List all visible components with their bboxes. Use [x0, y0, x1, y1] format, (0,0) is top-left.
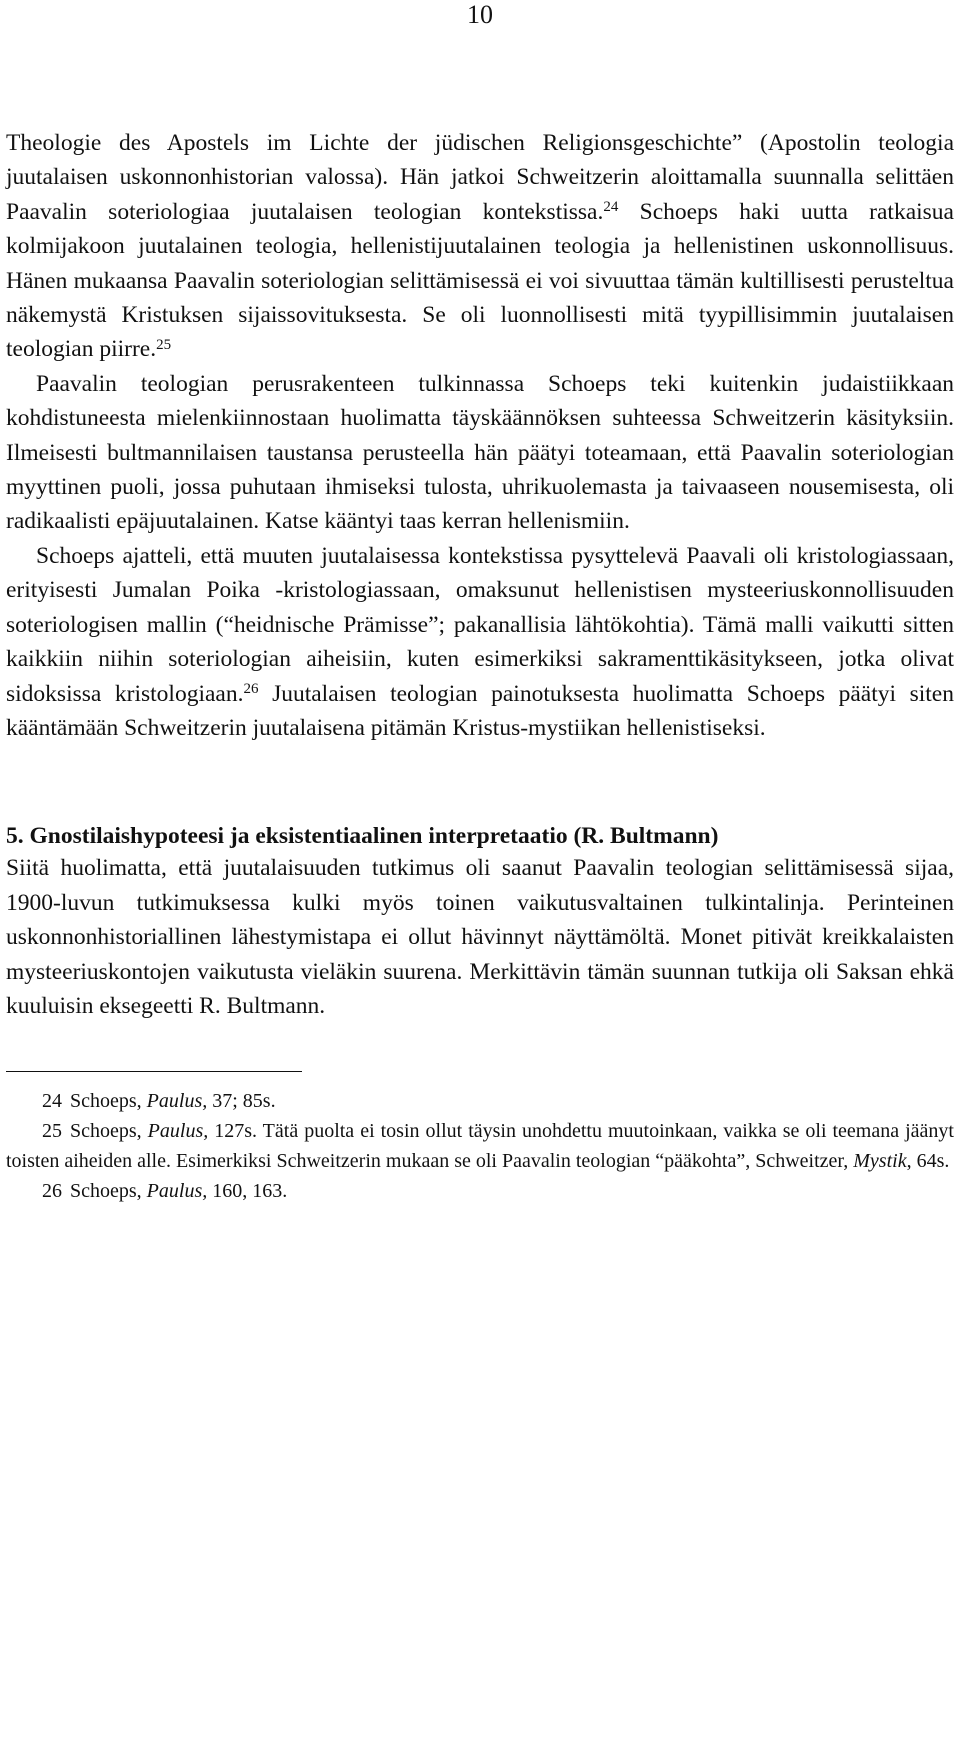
footnote-26 — [6, 1176, 954, 1206]
footnote-text: 127s. Tätä puolta ei tosin ollut täysin unohdettu muutoinkaan, vaikka se oli teemana jäänyt toisten aiheiden alle. Esimerkiksi Schweitzerin mukaan se oli Paavalin teologian “pääkohta”, Schweitzer, — [6, 1120, 954, 1173]
paragraph-text: Schoeps ajatteli, että muuten juutalaisessa kontekstissa pysyttelevä Paavali oli kristologiassaan, erityisesti Jumalan Poika -kristologiassaan, omaksunut hellenistisen mysteeriuskonnollisuuden soteriologisen mallin (“heidnische Prämisse”; pakanallisia lähtökohtia). Tämä malli vaikutti sitten kaikkiin niihin soteriologian aiheisiin, kuten esimerkiksi sakramenttikäsitykseen, jotka olivat sidoksissa kristologiaan. — [6, 542, 954, 707]
footnote-text: , 64s. — [906, 1150, 950, 1173]
footnote-title: Paulus, — [147, 1120, 209, 1143]
footnote-text: Schoeps, — [70, 1090, 147, 1113]
footnote-divider — [6, 1071, 302, 1072]
footnote-reference-24[interactable]: 24 — [603, 199, 619, 216]
footnote-24 — [6, 1086, 954, 1116]
body-paragraph-3 — [6, 539, 954, 745]
footnote-number: 26 — [42, 1180, 62, 1203]
footnote-title: Paulus, — [146, 1090, 208, 1113]
footnote-number: 24 — [42, 1090, 62, 1113]
section-heading: 5. Gnostilaishypoteesi ja eksistentiaalinen interpretaatio (R. Bultmann) — [6, 823, 719, 850]
section-paragraph: Siitä huolimatta, että juutalaisuuden tutkimus oli saanut Paavalin teologian selittämisessä sijaa, 1900-luvun tutkimuksessa kulki myös toinen vaikutusvaltainen tulkintalinja. Perinteinen uskonnonhistoriallinen lähestymistapa ei ollut hävinnyt näyttämöltä. Monet pitivät kreikkalaisten mysteeriuskontojen vaikutusta vieläkin suurena. Merkittävin tämän suunnan tutkija oli Saksan ehkä kuuluisin eksegeetti R. Bultmann. — [6, 855, 954, 1019]
paragraph-text: Juutalaisen teologian painotuksesta huolimatta Schoeps päätyi siten kääntämään Schweitzerin juutalaisena pitämän Kristus-mystiikan hellenistiseksi. — [6, 680, 954, 741]
footnote-title: Paulus, — [146, 1180, 208, 1203]
paragraph-text: Paavalin teologian perusrakenteen tulkinnassa Schoeps teki kuitenkin judaistiikkaan kohdistuneesta mielenkiinnostaan huolimatta täyskäännöksen suhteessa Schweitzerin käsityksiin. Ilmeisesti bultmannilaisen taustansa perusteella hän päätyi toteamaan, että Paavalin soteriologian myyttinen puoli, jossa puhutaan ihmiseksi tulosta, uhrikuolemasta ja taivaaseen nousemisesta, oli radikaalisti epäjuutalainen. Katse kääntyi taas kerran hellenismiin. — [6, 370, 954, 535]
page-content — [6, 126, 954, 1206]
body-paragraph-1 — [6, 126, 954, 367]
page-number: 10 — [467, 0, 493, 29]
footnote-text: Schoeps, — [70, 1120, 148, 1143]
footnote-text: 160, 163. — [207, 1180, 288, 1203]
footnote-25 — [6, 1116, 954, 1176]
body-paragraph-2 — [6, 367, 954, 539]
footnotes — [6, 1086, 954, 1206]
footnote-title: Mystik — [853, 1150, 907, 1173]
paragraph-text: Schoeps haki uutta ratkaisua kolmijakoon juutalainen teologia, hellenistijuutalainen teologia ja hellenistinen uskonnollisuus. Hänen mukaansa Paavalin soteriologian selittämisessä ei voi sivuuttaa tämän kultillisesti perusteltua näkemystä Kristuksen sijaissovituksesta. Se oli luonnollisesti mitä tyypillisimmin juutalaisen teologian piirre. — [6, 198, 954, 363]
footnote-text: Schoeps, — [70, 1180, 147, 1203]
paragraph-text: Theologie des Apostels im Lichte der jüdischen Religionsgeschichte” (Apostolin teologia juutalaisen uskonnonhistorian valossa). Hän jatkoi Schweitzerin aloittamalla suunnalla selittäen Paavalin soteriologiaa juutalaisen teologian kontekstissa. — [6, 130, 954, 225]
footnote-reference-26[interactable]: 26 — [243, 681, 259, 697]
footnote-text: 37; 85s. — [207, 1090, 276, 1113]
footnote-reference-25[interactable]: 25 — [156, 336, 172, 353]
footnote-number: 25 — [42, 1120, 62, 1143]
